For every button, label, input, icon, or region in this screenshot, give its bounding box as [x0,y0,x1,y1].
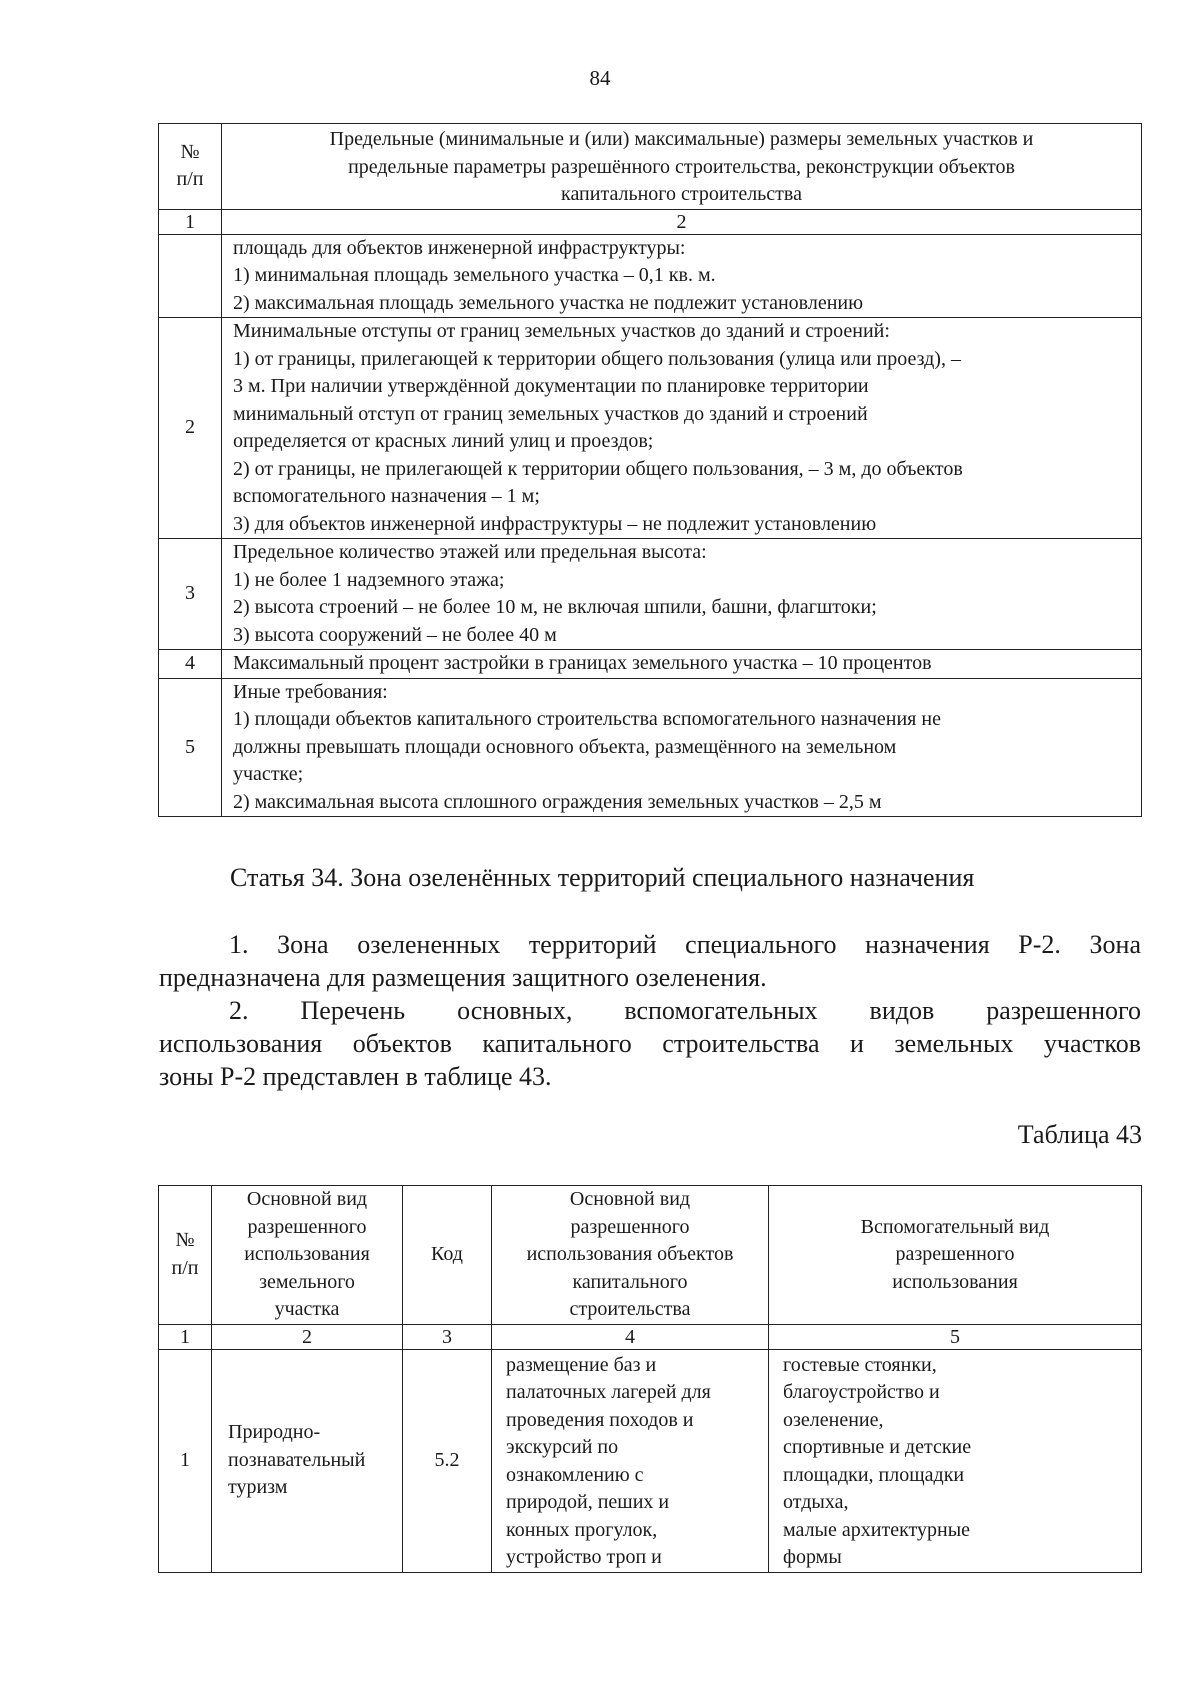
cell-line: конных прогулок, [506,1518,658,1541]
header-line: п/п [171,1256,199,1279]
cell-line: природой, пеших и [506,1491,670,1513]
header-line: использования объектов [526,1243,734,1265]
cell-line: палаточных лагерей для [506,1381,711,1403]
text-line: 1) площади объектов капитального строительства вспомогательного назначения не [233,708,941,730]
column-number: 5 [769,1324,1142,1349]
row-text [222,234,1142,318]
header-text-cell [222,124,1142,210]
article-title: Статья 34. Зона озеленённых территорий специального назначения [230,863,975,892]
cell-line: устройство троп и [506,1546,662,1568]
code-cell: 5.2 [403,1349,492,1572]
text-line: вспомогательного назначения – 1 м; [233,485,540,507]
header-line: земельного [259,1270,355,1293]
text-line: 1) минимальная площадь земельного участка – 0,1 кв. м. [233,264,716,286]
text-line: 1) от границы, прилегающей к территории общего пользования (улица или проезд), – [233,347,961,370]
header-line: разрешенного [570,1215,690,1238]
header-number-cell [159,124,222,210]
paragraph-line: предназначена для размещения защитного озеленения. [159,963,767,992]
cell-line: малые архитектурные [783,1518,971,1541]
cell-line: Природно- [228,1421,321,1444]
row-number: 3 [159,539,222,650]
table-header-row [159,1186,1142,1325]
paragraph-line: 1. Зона озелененных территорий специального назначения Р-2. Зона [229,930,1141,959]
text-line: 3 м. При наличии утверждённой документации по планировке территории [233,375,869,397]
cell-line: познавательный [228,1448,366,1471]
header-line: капитального [572,1270,688,1293]
capital-use-cell [492,1349,769,1572]
header-line: использования [244,1243,370,1265]
text-line: Иные требования: [233,680,388,703]
text-line: 2) высота строений – не более 10 м, не включая шпили, башни, флагштоки; [233,596,877,618]
row-number [159,234,222,318]
row-text [222,539,1142,650]
cell-line: формы [783,1546,842,1568]
land-use-cell [212,1349,403,1572]
column-number: 1 [159,209,222,234]
table-header-row [159,124,1142,210]
header-text-line: Предельные (минимальные и (или) максимальные) размеры земельных участков и [329,128,1034,150]
cell-line: гостевые стоянки, [783,1353,937,1376]
paragraph-1 [159,928,1141,994]
header-line: Основной вид [569,1188,691,1210]
text-line: площадь для объектов инженерной инфраструктуры: [233,236,686,259]
cell-line: туризм [228,1476,288,1499]
row-number: 2 [159,318,222,539]
header-line: разрешенного [247,1215,367,1238]
header-cell [403,1186,492,1325]
column-number: 2 [212,1324,403,1349]
header-number-line: п/п [176,168,204,191]
table-row [159,234,1142,318]
cell-line: отдыха, [783,1491,849,1513]
column-number: 4 [492,1324,769,1349]
text-line: Максимальный процент застройки в границах земельного участка – 10 процентов [233,652,932,674]
text-line: минимальный отступ от границ земельных участков до зданий и строений [233,402,868,425]
cell-line: ознакомлению с [506,1463,644,1486]
row-number: 5 [159,678,222,817]
header-cell [159,1186,212,1325]
page-number: 84 [589,66,611,90]
header-number-line: № [180,140,200,163]
header-line: строительства [569,1298,691,1320]
header-line: участка [274,1298,340,1320]
table-row [159,318,1142,539]
cell-line: спортивные и детские [783,1436,972,1458]
text-line: Минимальные отступы от границ земельных участков до зданий и строений: [233,320,890,342]
paragraph-2 [159,994,1141,1093]
table-row [159,678,1142,817]
column-number-row [159,209,1142,234]
header-cell [769,1186,1142,1325]
row-number: 1 [159,1349,212,1572]
cell-line: экскурсий по [506,1436,619,1458]
table-label: Таблица 43 [1017,1120,1142,1149]
text-line: 3) высота сооружений – не более 40 м [233,623,557,646]
table-row [159,650,1142,679]
text-line: Предельное количество этажей или предельная высота: [233,541,707,563]
paragraph-line: 2. Перечень основных, вспомогательных видов разрешенного [229,996,1141,1025]
header-line: Код [431,1243,463,1265]
text-line: 3) для объектов инженерной инфраструктуры – не подлежит установлению [233,512,877,535]
row-text [222,678,1142,817]
cell-line: размещение баз и [506,1353,657,1376]
column-number: 2 [222,209,1142,234]
column-number-row [159,1324,1142,1349]
header-line: № [175,1229,195,1252]
header-line: использования [892,1270,1018,1293]
header-line: Основной вид [246,1188,368,1210]
paragraph-line: зоны Р-2 представлен в таблице 43. [159,1062,552,1091]
text-line: участке; [233,763,304,785]
header-text-line: предельные параметры разрешённого строительства, реконструкции объектов [348,155,1015,178]
parameters-table [158,123,1142,817]
text-line: 1) не более 1 надземного этажа; [233,568,505,591]
zone-uses-table [158,1185,1142,1573]
row-number: 4 [159,650,222,679]
cell-line: площадки, площадки [783,1463,965,1486]
column-number: 1 [159,1324,212,1349]
cell-line: озеленение, [783,1408,884,1431]
header-text-line: капитального строительства [561,183,802,205]
header-cell [492,1186,769,1325]
text-line: определяется от красных линий улиц и проездов; [233,430,654,452]
paragraph-line: использования объектов капитального строительства и земельных участков [159,1029,1141,1058]
text-line: 2) от границы, не прилегающей к территории общего пользования, – 3 м, до объектов [233,457,963,480]
header-line: Вспомогательный вид [860,1215,1050,1238]
row-text [222,318,1142,539]
text-line: должны превышать площади основного объекта, размещённого на земельном [233,735,897,758]
auxiliary-use-cell [769,1349,1142,1572]
table-row [159,539,1142,650]
cell-line: проведения походов и [506,1408,694,1431]
text-line: 2) максимальная площадь земельного участка не подлежит установлению [233,291,864,314]
row-text [222,650,1142,679]
column-number: 3 [403,1324,492,1349]
table-row [159,1349,1142,1572]
header-line: разрешенного [895,1243,1015,1265]
cell-line: благоустройство и [783,1381,940,1403]
text-line: 2) максимальная высота сплошного ограждения земельных участков – 2,5 м [233,790,882,813]
header-cell [212,1186,403,1325]
